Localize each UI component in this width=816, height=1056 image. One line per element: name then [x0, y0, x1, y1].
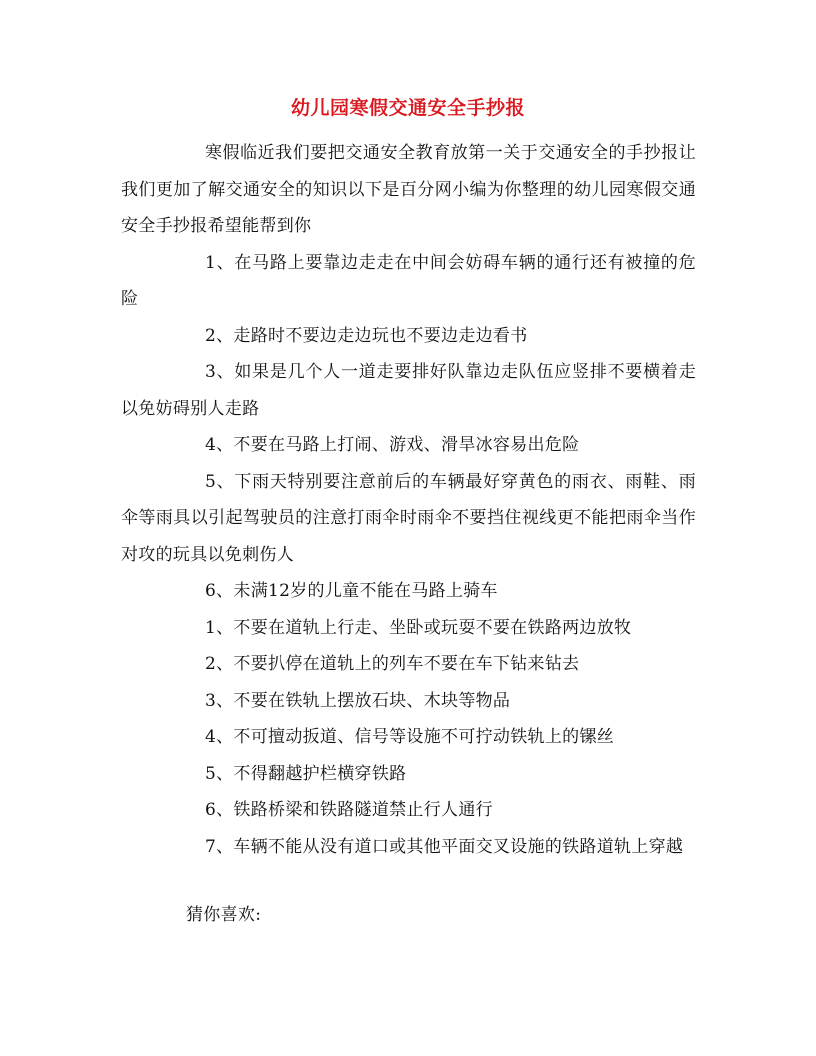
list-item: 3、如果是几个人一道走要排好队靠边走队伍应竖排不要横着走以免妨碍别人走路	[121, 362, 696, 419]
intro-paragraph: 寒假临近我们要把交通安全教育放第一关于交通安全的手抄报让我们更加了解交通安全的知识以下是百分网小编为你整理的幼儿园寒假交通安全手抄报希望能帮到你	[121, 143, 696, 236]
list-item: 6、铁路桥梁和铁路隧道禁止行人通行	[205, 800, 493, 820]
list-item: 4、不要在马路上打闹、游戏、滑旱冰容易出危险	[205, 435, 580, 455]
list-item: 1、在马路上要靠边走走在中间会妨碍车辆的通行还有被撞的危险	[121, 252, 696, 309]
list-item: 2、走路时不要边走边玩也不要边走边看书	[205, 325, 528, 346]
document-title: 幼儿园寒假交通安全手抄报	[290, 97, 525, 119]
document-body	[121, 135, 696, 865]
list-item: 3、不要在铁轨上摆放石块、木块等物品	[205, 690, 511, 711]
list-item: 5、不得翻越护栏横穿铁路	[205, 763, 407, 784]
list-item: 2、不要扒停在道轨上的列车不要在车下钻来钻去	[205, 654, 580, 674]
list-item: 4、不可擅动扳道、信号等设施不可拧动铁轨上的镙丝	[205, 727, 615, 747]
list-item: 5、下雨天特别要注意前后的车辆最好穿黄色的雨衣、雨鞋、雨伞等雨具以引起驾驶员的注意打雨伞时雨伞不要挡住视线更不能把雨伞当作对攻的玩具以免刺伤人	[121, 471, 696, 565]
list-item: 6、未满12岁的儿童不能在马路上骑车	[205, 581, 498, 601]
list-item: 1、不要在道轨上行走、坐卧或玩耍不要在铁路两边放牧	[205, 617, 632, 638]
closing-label: 猜你喜欢:	[186, 905, 262, 925]
list-item: 7、车辆不能从没有道口或其他平面交叉设施的铁路道轨上穿越	[205, 836, 684, 857]
